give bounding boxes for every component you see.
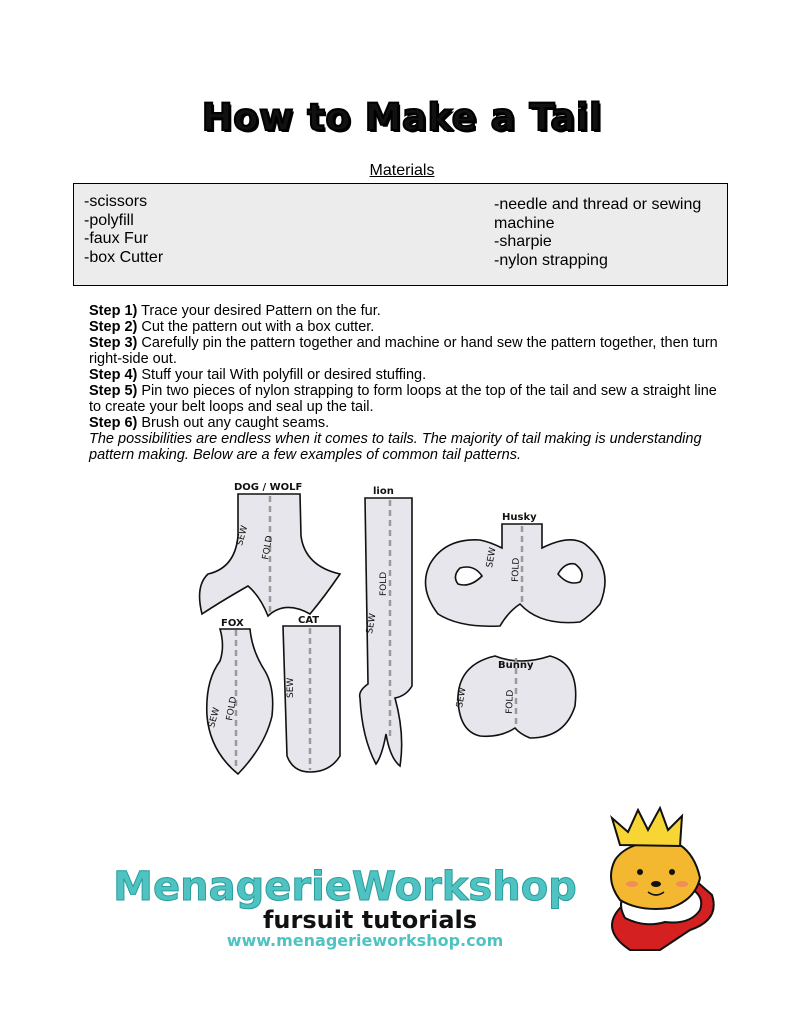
- step-3: [89, 335, 719, 367]
- brand-tagline: fursuit tutorials: [262, 906, 478, 934]
- materials-box: [73, 183, 728, 286]
- step-text: Carefully pin the pattern together and machine or hand sew the pattern together, then turn right-side out.: [89, 335, 718, 367]
- sew-label: SEW: [207, 706, 223, 729]
- husky-label: Husky: [502, 512, 537, 523]
- footer-branding: [0, 800, 804, 1036]
- material-item: -sharpie: [494, 233, 552, 250]
- brand-url: www.menagerieworkshop.com: [226, 931, 504, 950]
- lion-label: lion: [373, 486, 394, 497]
- step-label: Step 6): [89, 415, 138, 431]
- fold-label: FOLD: [505, 689, 516, 715]
- step-4: [89, 367, 719, 383]
- step-1: [89, 303, 719, 319]
- step-5: [89, 383, 719, 415]
- sew-label: SEW: [365, 612, 379, 635]
- bunny-label: Bunny: [498, 660, 534, 671]
- sew-label: SEW: [485, 546, 499, 569]
- instructions: [89, 303, 719, 463]
- step-label: Step 4): [89, 367, 138, 383]
- fox-label: FOX: [221, 618, 244, 629]
- fox-king-mascot: [611, 808, 714, 950]
- material-item: -scissors: [84, 193, 148, 210]
- sew-label: SEW: [455, 686, 469, 709]
- materials-list-right: [494, 196, 719, 270]
- step-text: Stuff your tail With polyfill or desired stuffing.: [137, 367, 427, 383]
- page-title: How to Make a Tail: [201, 96, 603, 139]
- step-6: [89, 415, 719, 431]
- material-item: -faux Fur: [84, 230, 149, 247]
- dog-wolf-label: DOG / WOLF: [234, 482, 303, 493]
- material-item: -needle and thread or sewing machine: [494, 196, 702, 232]
- fold-label: FOLD: [511, 557, 522, 583]
- step-label: Step 1): [89, 303, 138, 319]
- fox-pattern: [207, 629, 273, 774]
- step-text: Brush out any caught seams.: [137, 415, 330, 431]
- materials-list-left: [84, 193, 384, 267]
- sew-label: SEW: [235, 524, 251, 547]
- material-item: -nylon strapping: [494, 251, 608, 269]
- step-text: Cut the pattern out with a box cutter.: [137, 319, 375, 335]
- sew-label: SEW: [286, 677, 296, 698]
- brand-name: MenagerieWorkshop: [113, 864, 577, 910]
- fold-label: FOLD: [261, 534, 276, 561]
- cat-pattern: [283, 626, 340, 772]
- tail-patterns-illustration: [190, 476, 640, 786]
- step-2: [89, 319, 719, 335]
- fold-label: FOLD: [379, 571, 389, 596]
- step-text: Pin two pieces of nylon strapping to form loops at the top of the tail and sew a straight line to create your belt loops and seal up the tail.: [89, 383, 717, 415]
- step-label: Step 5): [89, 383, 138, 399]
- closing-note: The possibilities are endless when it comes to tails. The majority of tail making is understanding pattern making. Below are a few examples of common tail patterns.: [89, 431, 702, 463]
- materials-heading: Materials: [369, 162, 435, 179]
- material-item: -polyfill: [84, 211, 134, 229]
- fold-label: FOLD: [225, 695, 240, 722]
- step-label: Step 2): [89, 319, 138, 335]
- step-text: Trace your desired Pattern on the fur.: [137, 303, 381, 319]
- cat-label: CAT: [298, 615, 320, 626]
- material-item: -box Cutter: [84, 248, 164, 266]
- step-label: Step 3): [89, 335, 138, 351]
